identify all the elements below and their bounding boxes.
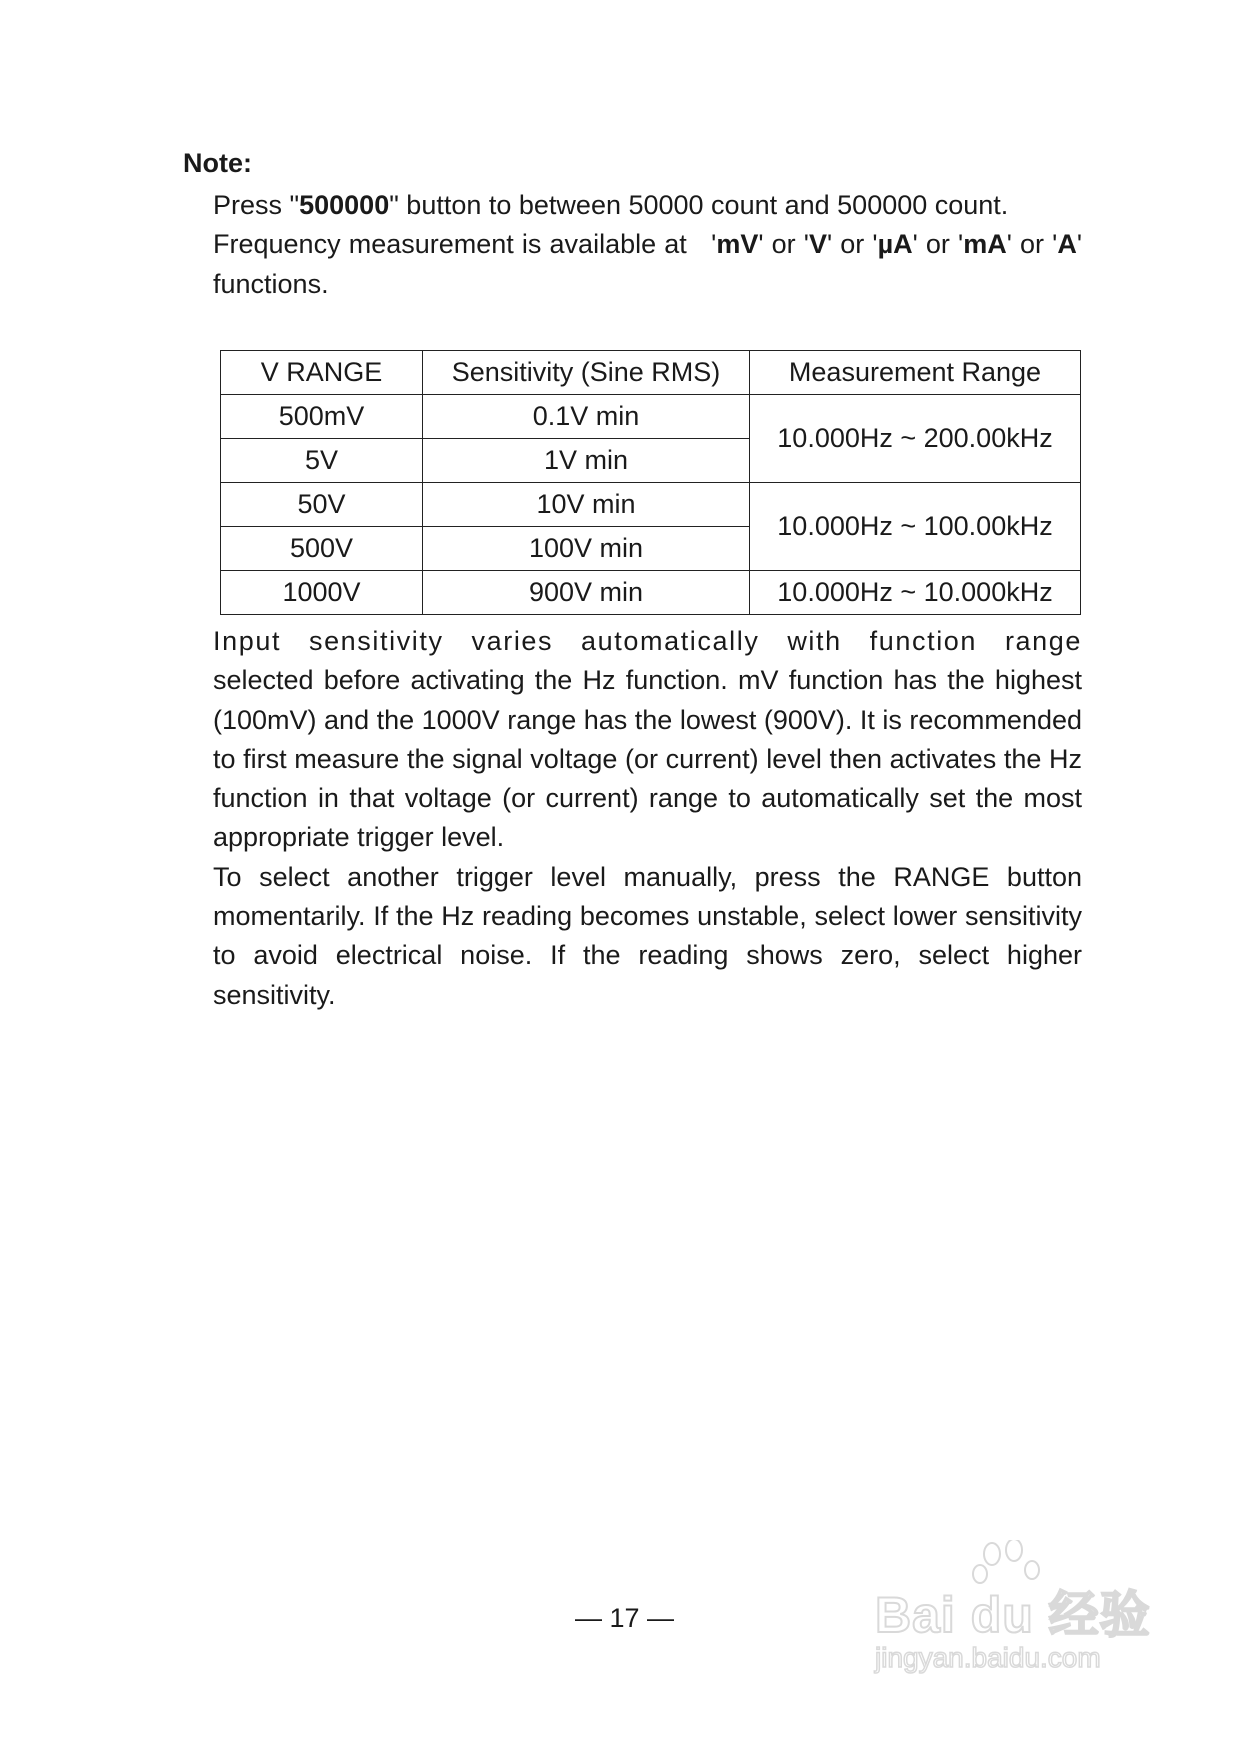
text: ' or ': [826, 229, 878, 260]
text: To select another trigger level manually, press the RANGE button momentarily. If the Hz reading becomes unstable, select lower sensitivity to avoid electrical noise. If the reading shows zero, select higher sensitivity.: [213, 861, 1082, 1010]
cell-sensitivity: 900V min: [423, 571, 750, 615]
text: " button to between 50000 count and 500000 count.: [389, 190, 1009, 220]
header-sensitivity: Sensitivity (Sine RMS): [423, 351, 750, 395]
table-row: [221, 483, 1081, 527]
text: Press ": [213, 190, 300, 220]
cell-measurement-range: 10.000Hz ~ 10.000kHz: [750, 571, 1081, 615]
text-line: Input sensitivity varies automatically with function range: [213, 626, 1082, 656]
watermark-logo: Bai du 经验: [875, 1587, 1151, 1643]
cell-sensitivity: 100V min: [423, 527, 750, 571]
table-row: [221, 571, 1081, 615]
cell-sensitivity: 10V min: [423, 483, 750, 527]
cell-range: 1000V: [221, 571, 423, 615]
text: ' or ': [912, 229, 964, 260]
text: ' or ': [758, 229, 809, 260]
sensitivity-explanation: [213, 622, 1082, 1015]
baidu-watermark: [875, 1540, 1165, 1680]
table-row: [221, 395, 1081, 439]
bold-500000: 500000: [299, 190, 390, 220]
bold-ma: mA: [963, 229, 1007, 260]
cell-range: 500mV: [221, 395, 423, 439]
watermark-url: jingyan.baidu.com: [875, 1642, 1101, 1673]
bold-ua: µA: [877, 229, 913, 260]
text: ' or ': [1006, 229, 1058, 260]
note-heading: Note:: [183, 148, 252, 178]
text: selected before activating the Hz function. mV function has the highest (100mV) and the 1000V range has the lowest (900V). It is recommended to first measure the signal voltage (or current) level then activates the Hz function in that voltage (or current) range to automatically set the most appropriate trigger level.: [213, 665, 1082, 853]
cell-measurement-range: 10.000Hz ~ 100.00kHz: [750, 483, 1081, 571]
bold-mv: mV: [716, 229, 759, 260]
text: ' functions.: [213, 229, 1082, 299]
frequency-sensitivity-table: [220, 350, 1081, 615]
header-measurement-range: Measurement Range: [750, 351, 1081, 395]
table-header-row: [221, 351, 1081, 395]
cell-sensitivity: 1V min: [423, 439, 750, 483]
text: Frequency measurement is available at ': [213, 229, 717, 260]
bold-v: V: [808, 229, 827, 260]
note-paragraph-count: [213, 186, 1082, 304]
bold-a: A: [1057, 229, 1077, 260]
cell-sensitivity: 0.1V min: [423, 395, 750, 439]
cell-measurement-range: 10.000Hz ~ 200.00kHz: [750, 395, 1081, 483]
cell-range: 500V: [221, 527, 423, 571]
header-v-range: V RANGE: [221, 351, 423, 395]
page-number: — 17 —: [574, 1603, 675, 1633]
cell-range: 50V: [221, 483, 423, 527]
cell-range: 5V: [221, 439, 423, 483]
